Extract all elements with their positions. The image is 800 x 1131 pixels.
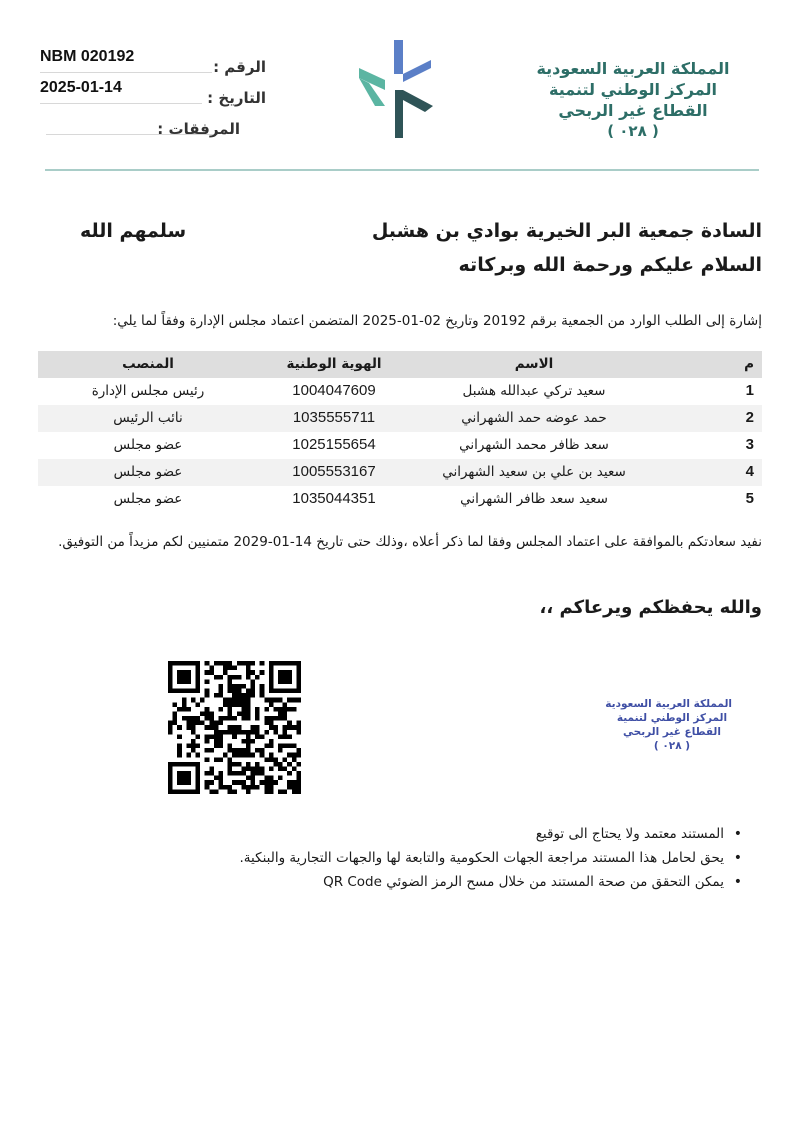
row-name: سعيد سعد ظافر الشهراني [460, 491, 608, 507]
honorific: سلمهم الله [80, 220, 187, 242]
row-position: عضو مجلس [113, 464, 183, 480]
stamp-line-1: المملكة العربية السعودية [605, 698, 732, 710]
ref-number-label: الرقم : [213, 58, 266, 76]
closing-paragraph: نفيد سعادتكم بالموافقة على اعتماد المجلس وفقا لما ذكر أعلاه ،وذلك حتى تاريخ 14-01-2029 متمنيين لكم مزيداً من التوفيق. [58, 534, 762, 550]
row-num: 3 [745, 436, 754, 453]
note-item: • المستند معتمد ولا يحتاج الى توقيع [142, 822, 742, 846]
header-id: الهوية الوطنية [286, 356, 382, 372]
ref-number-row [40, 48, 280, 79]
header-num: م [744, 356, 754, 372]
attachments-label: المرفقات : [157, 120, 240, 138]
org-stamp-logo [605, 697, 732, 753]
attachments-row [40, 110, 280, 141]
row-name: سعد ظافر محمد الشهراني [459, 437, 609, 453]
org-header-logo [518, 58, 748, 142]
org-line-3: القطاع غير الربحي [558, 101, 708, 120]
note-item: • يحق لحامل هذا المستند مراجعة الجهات الحكومية والتابعة لها والجهات التجارية والبنكية. [142, 846, 742, 870]
greeting: السلام عليكم ورحمة الله وبركاته [458, 254, 762, 276]
row-name: سعيد تركي عبدالله هشبل [462, 383, 606, 399]
row-num: 4 [745, 463, 754, 480]
intro-paragraph: إشارة إلى الطلب الوارد من الجمعية برقم 20192 وتاريخ 02-01-2025 المتضمن اعتماد مجلس الإدارة وفقاً لما يلي: [112, 313, 762, 329]
ref-number-underline [40, 72, 212, 73]
table-row [38, 378, 762, 405]
ref-number-value: NBM 020192 [40, 48, 135, 65]
table-row [38, 486, 762, 513]
org-line-1: المملكة العربية السعودية [536, 59, 730, 78]
row-name: سعيد بن علي بن سعيد الشهراني [442, 464, 626, 480]
row-position: رئيس مجلس الإدارة [91, 383, 205, 399]
row-position: نائب الرئيس [113, 410, 183, 426]
note-item: • يمكن التحقق من صحة المستند من خلال مسح الرمز الضوئي QR Code [142, 870, 742, 894]
org-line-2: المركز الوطني لتنمية [549, 80, 717, 99]
table-row [38, 405, 762, 432]
center-logo-icon [355, 38, 445, 142]
reference-block [40, 48, 280, 141]
row-position: عضو مجلس [113, 491, 183, 507]
date-value: 2025-01-14 [40, 79, 122, 96]
qr-code-icon [168, 661, 301, 794]
row-position: عضو مجلس [113, 437, 183, 453]
farewell: والله يحفظكم ويرعاكم ،، [539, 597, 762, 618]
row-id: 1005553167 [292, 463, 376, 480]
row-num: 2 [745, 409, 754, 426]
row-id: 1025155654 [292, 436, 376, 453]
date-row [40, 79, 280, 110]
date-label: التاريخ : [207, 89, 266, 107]
header-divider [45, 169, 759, 171]
stamp-line-2: المركز الوطني لتنمية [616, 712, 728, 724]
stamp-line-3: القطاع غير الربحي [623, 726, 721, 738]
header-position: المنصب [122, 356, 174, 372]
table-row [38, 432, 762, 459]
addressee: السادة جمعية البر الخيرية بوادي بن هشبل [371, 220, 762, 242]
table-header [38, 351, 762, 378]
table-row [38, 459, 762, 486]
header-name: الاسم [514, 356, 554, 372]
date-underline [40, 103, 202, 104]
row-num: 1 [745, 382, 754, 399]
row-id: 1004047609 [292, 382, 376, 399]
row-id: 1035044351 [292, 490, 376, 507]
stamp-line-4: ( ٠٢٨ ) [653, 740, 691, 752]
row-num: 5 [745, 490, 754, 507]
board-members-table [38, 351, 762, 513]
notes-list [142, 822, 742, 894]
row-id: 1035555711 [292, 409, 376, 426]
org-line-4: ( ٠٢٨ ) [607, 122, 659, 140]
row-name: حمد عوضه حمد الشهراني [461, 410, 607, 426]
